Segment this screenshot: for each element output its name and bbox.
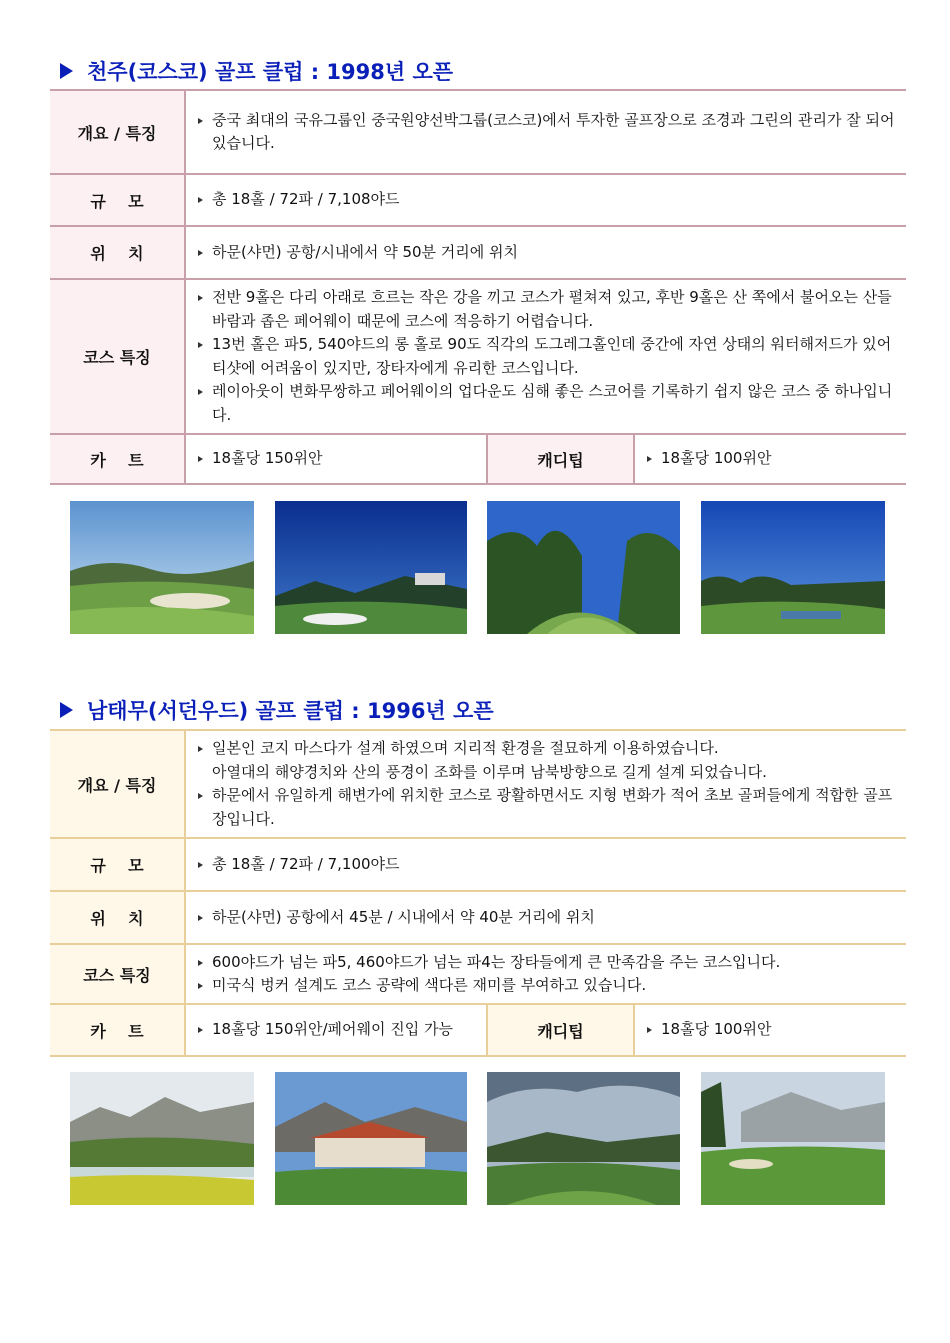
scale-row bbox=[50, 839, 906, 892]
course-feature-item: 600야드가 넘는 파5, 460야드가 넘는 파4는 장타들에게 큰 만족감을 주는 코스입니다. bbox=[196, 951, 898, 975]
course-feature-label: 코스 특징 bbox=[50, 280, 186, 433]
scale-row bbox=[50, 175, 906, 227]
overview-row bbox=[50, 91, 906, 175]
course-feature-item: 13번 홀은 파5, 540야드의 롱 홀로 90도 직각의 도그레그홀인데 중간에 자연 상태의 워터해저드가 있어 티샷에 어려움이 있지만, 장타자에게 유리한 코스입니다. bbox=[196, 333, 898, 380]
location-label: 위 치 bbox=[50, 227, 186, 278]
caddie-value: 18홀당 100위안 bbox=[645, 447, 898, 471]
course-feature-row bbox=[50, 945, 906, 1005]
course-info-table-1 bbox=[50, 89, 906, 485]
course-feature-item: 전반 9홀은 다리 아래로 흐르는 작은 강을 끼고 코스가 펼쳐져 있고, 후반 9홀은 산 쪽에서 불어오는 산들바람과 좁은 페어웨이 때문에 코스에 적응하기 어렵습니다. bbox=[196, 286, 898, 333]
golf-course-photo bbox=[275, 501, 467, 634]
location-row bbox=[50, 227, 906, 280]
triangle-bullet-icon bbox=[60, 63, 73, 79]
golf-course-photo bbox=[70, 501, 254, 634]
location-value: 하문(샤먼) 공항/시내에서 약 50분 거리에 위치 bbox=[196, 241, 898, 265]
overview-value bbox=[186, 91, 906, 173]
cart-label: 카 트 bbox=[50, 1005, 186, 1055]
scale-value: 총 18홀 / 72파 / 7,100야드 bbox=[196, 853, 898, 877]
course-info-table-2 bbox=[50, 729, 906, 1057]
section-1-title: 천주(코스코) 골프 클럽 : 1998년 오픈 bbox=[60, 56, 453, 86]
caddie-label: 캐디팁 bbox=[486, 1005, 635, 1055]
cart-value: 18홀당 150위안/페어웨이 진입 가능 bbox=[196, 1018, 478, 1042]
triangle-bullet-icon bbox=[60, 702, 73, 718]
golf-course-photo bbox=[487, 1072, 680, 1205]
caddie-label: 캐디팁 bbox=[486, 435, 635, 483]
course-feature-row bbox=[50, 280, 906, 435]
overview-item: 일본인 코지 마스다가 설계 하였으며 지리적 환경을 절묘하게 이용하였습니다. 아열대의 해양경치와 산의 풍경이 조화를 이루며 남북방향으로 길게 설계 되었습니다. bbox=[196, 737, 898, 784]
overview-label: 개요 / 특징 bbox=[50, 731, 186, 837]
location-label: 위 치 bbox=[50, 892, 186, 943]
location-row bbox=[50, 892, 906, 945]
overview-item: 중국 최대의 국유그룹인 중국원양선박그룹(코스코)에서 투자한 골프장으로 조경과 그린의 관리가 잘 되어 있습니다. bbox=[196, 109, 898, 156]
golf-course-photo bbox=[487, 501, 680, 634]
course-feature-label: 코스 특징 bbox=[50, 945, 186, 1003]
overview-item: 하문에서 유일하게 해변가에 위치한 코스로 광활하면서도 지형 변화가 적어 초보 골퍼들에게 적합한 골프장입니다. bbox=[196, 784, 898, 831]
golf-course-photo bbox=[70, 1072, 254, 1205]
overview-row bbox=[50, 731, 906, 839]
caddie-value: 18홀당 100위안 bbox=[645, 1018, 898, 1042]
course-feature-item: 미국식 벙커 설계도 코스 공략에 색다른 재미를 부여하고 있습니다. bbox=[196, 974, 898, 998]
scale-label: 규 모 bbox=[50, 839, 186, 890]
cart-value: 18홀당 150위안 bbox=[196, 447, 478, 471]
cart-label: 카 트 bbox=[50, 435, 186, 483]
overview-label: 개요 / 특징 bbox=[50, 91, 186, 173]
course-feature-item: 레이아웃이 변화무쌍하고 페어웨이의 업다운도 심해 좋은 스코어를 기록하기 쉽지 않은 코스 중 하나입니다. bbox=[196, 380, 898, 427]
golf-course-photo bbox=[701, 1072, 885, 1205]
scale-value: 총 18홀 / 72파 / 7,108야드 bbox=[196, 188, 898, 212]
overview-value bbox=[186, 731, 906, 837]
location-value: 하문(샤먼) 공항에서 45분 / 시내에서 약 40분 거리에 위치 bbox=[196, 906, 898, 930]
scale-label: 규 모 bbox=[50, 175, 186, 225]
section-2-title: 남태무(서던우드) 골프 클럽 : 1996년 오픈 bbox=[60, 695, 494, 725]
cart-caddie-row bbox=[50, 435, 906, 485]
cart-caddie-row bbox=[50, 1005, 906, 1057]
golf-course-photo bbox=[701, 501, 885, 634]
golf-course-photo bbox=[275, 1072, 467, 1205]
